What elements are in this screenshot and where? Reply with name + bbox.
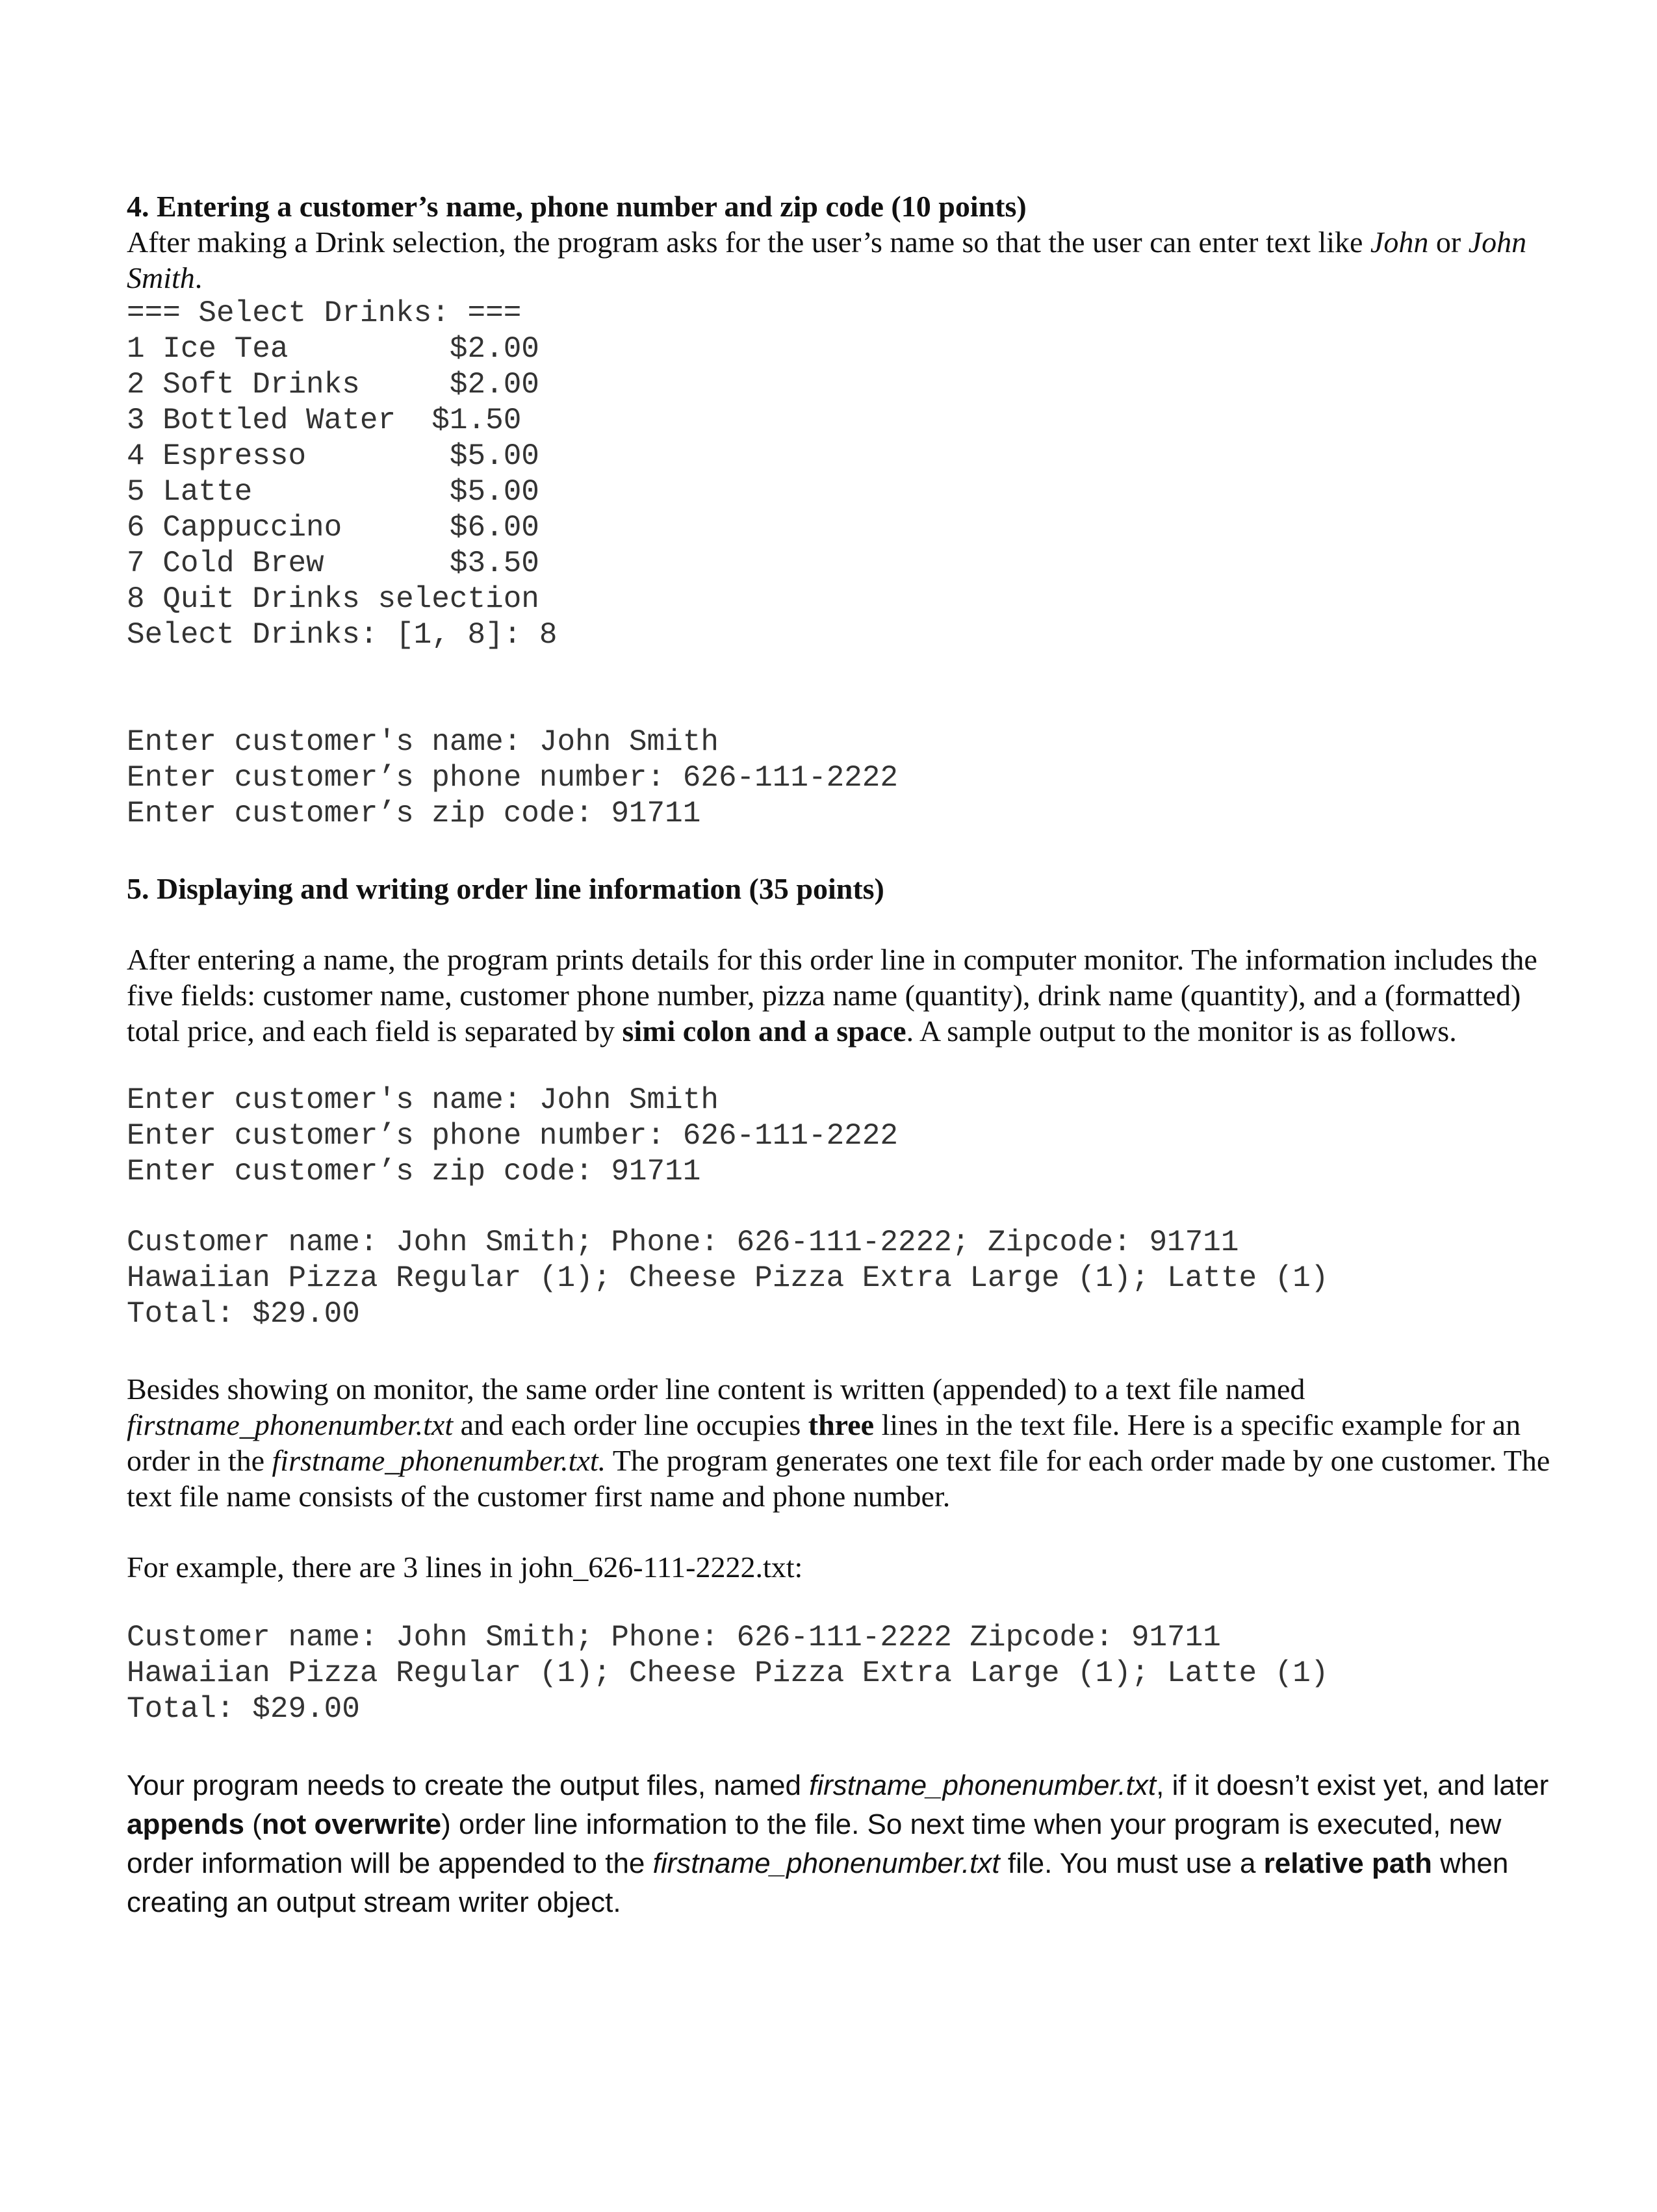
console-line: 6 Cappuccino $6.00 <box>127 511 539 545</box>
console-line: === Select Drinks: === <box>127 296 522 330</box>
section-5-paragraph-1: After entering a name, the program prints details for this order line in computer monitor. The information includes the five fields: customer name, customer phone number, pizza name (quantity), drink name (quantity), and a (formatted) total price, and each field is separated by simi colon and a space. A sample output to the monitor is as follows. <box>127 943 1537 1048</box>
console-line: 1 Ice Tea $2.00 <box>127 332 539 366</box>
console-line: Enter customer's name: John Smith <box>127 1083 719 1117</box>
console-line: Enter customer's name: John Smith <box>127 725 719 759</box>
console-line: Enter customer’s zip code: 91711 <box>127 797 701 830</box>
console-line: Select Drinks: [1, 8]: 8 <box>127 618 558 652</box>
console-line: Enter customer’s zip code: 91711 <box>127 1155 701 1189</box>
console-line: 4 Espresso $5.00 <box>127 439 539 473</box>
console-line: Enter customer’s phone number: 626-111-2222 <box>127 761 898 795</box>
console-line: 7 Cold Brew $3.50 <box>127 547 539 580</box>
monitor-output-console <box>127 1225 1576 1332</box>
section-5-paragraph-4: Your program needs to create the output files, named firstname_phonenumber.txt, if it doesn’t exist yet, and later appends (not overwrite) order line information to the file. So next time when your program is executed, new order information will be appended to the firstname_phonenumber.txt file. You must use a relative path when creating an output stream writer object. <box>127 1769 1549 1918</box>
section-5-paragraph-3: For example, there are 3 lines in john_626-111-2222.txt: <box>127 1550 803 1584</box>
section-5-paragraph-2: Besides showing on monitor, the same order line content is written (appended) to a text file named firstname_phonenumber.txt and each order line occupies three lines in the text file. Here is a specific example for an order in the firstname_phonenumber.txt. The program generates one text file for each order made by one customer. The text file name consists of the customer first name and phone number. <box>127 1372 1550 1513</box>
console-line: Enter customer’s phone number: 626-111-2222 <box>127 1119 898 1153</box>
section-4-intro: After making a Drink selection, the program asks for the user’s name so that the user can enter text like John or John Smith. <box>127 225 1527 294</box>
console-line: Customer name: John Smith; Phone: 626-111-2222; Zipcode: 91711 <box>127 1226 1239 1259</box>
console-line: 8 Quit Drinks selection <box>127 582 539 616</box>
console-line: 2 Soft Drinks $2.00 <box>127 368 539 402</box>
document-page <box>127 188 1576 1922</box>
drinks-menu-console <box>127 296 1576 653</box>
console-line: Hawaiian Pizza Regular (1); Cheese Pizza Extra Large (1); Latte (1) <box>127 1656 1329 1690</box>
section-4-heading: 4. Entering a customer’s name, phone number and zip code (10 points) <box>127 190 1027 223</box>
console-line: Hawaiian Pizza Regular (1); Cheese Pizza Extra Large (1); Latte (1) <box>127 1261 1329 1295</box>
console-line: 5 Latte $5.00 <box>127 475 539 509</box>
console-line: Total: $29.00 <box>127 1692 360 1726</box>
console-line: Total: $29.00 <box>127 1297 360 1331</box>
section-5-heading: 5. Displaying and writing order line information (35 points) <box>127 872 884 905</box>
console-line: Customer name: John Smith; Phone: 626-111-2222 Zipcode: 91711 <box>127 1621 1221 1654</box>
console-line: 3 Bottled Water $1.50 <box>127 404 522 437</box>
customer-entry-console <box>127 725 1576 832</box>
monitor-entry-console <box>127 1083 1576 1190</box>
file-output-console <box>127 1620 1576 1727</box>
